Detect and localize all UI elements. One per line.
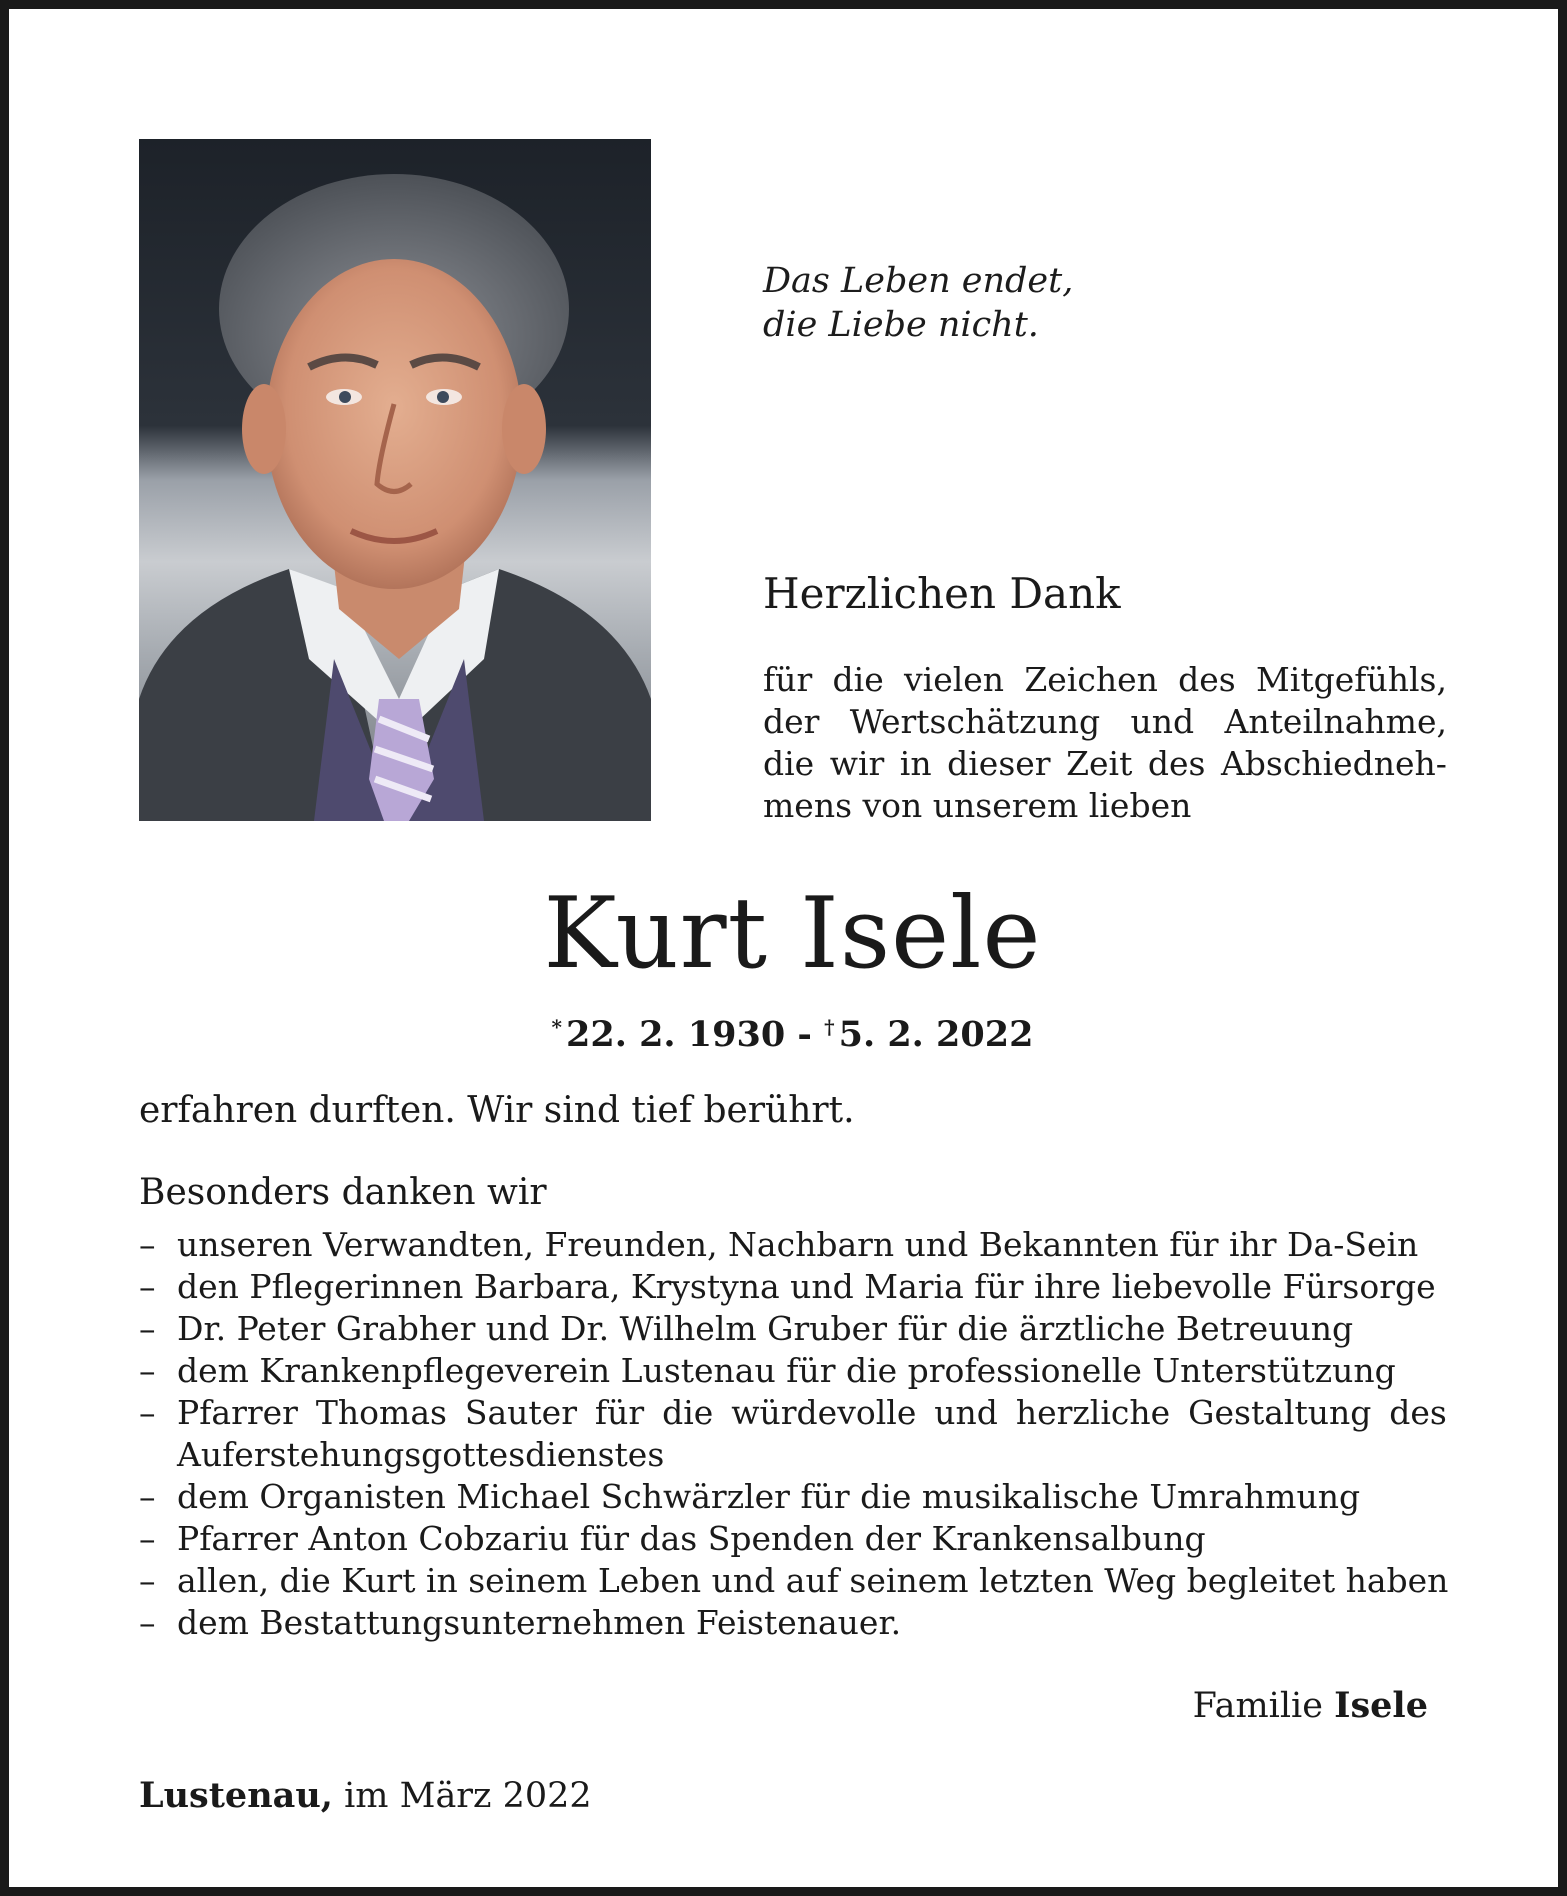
intro-line <box>763 701 1447 743</box>
intro-word: die <box>832 660 884 699</box>
list-word: und <box>934 1393 998 1432</box>
list-item <box>139 1266 1447 1308</box>
intro-word: Wertschätzung <box>849 702 1101 741</box>
list-item-text: – Pfarrer Anton Cobzariu für das Spenden der Krankensalbung <box>177 1519 1206 1558</box>
intro-word: des <box>1147 744 1206 783</box>
list-item-text: – dem Organisten Michael Schwärzler für die musikalische Umrahmung <box>177 1477 1361 1516</box>
quote-line-1: Das Leben endet, <box>763 261 1074 301</box>
intro-word: wir <box>829 744 885 783</box>
intro-word: die <box>763 744 815 783</box>
intro-line <box>763 659 1447 701</box>
intro-paragraph <box>763 659 1447 827</box>
life-dates <box>9 1007 1567 1055</box>
intro-word: der <box>763 702 820 741</box>
intro-word: und <box>1130 702 1195 741</box>
intro-word: dieser <box>947 744 1051 783</box>
place-and-date <box>139 1774 592 1818</box>
date-separator: - <box>797 1014 812 1055</box>
portrait-photo <box>139 139 651 821</box>
portrait-image <box>139 139 651 821</box>
list-word: für <box>594 1393 645 1432</box>
list-word: die <box>662 1393 714 1432</box>
list-item-text: – Dr. Peter Grabher und Dr. Wilhelm Gruber für die ärztliche Betreuung <box>177 1309 1354 1348</box>
intro-word: des <box>1178 660 1236 699</box>
list-item <box>139 1560 1447 1602</box>
list-item-text: – allen, die Kurt in seinem Leben und auf seinem letzten Weg begleitet haben <box>177 1561 1449 1600</box>
list-item-text: – unseren Verwandten, Freunden, Nachbarn und Bekannten für ihr Da-Sein <box>177 1225 1419 1264</box>
list-item <box>139 1350 1447 1392</box>
family-signature <box>1193 1684 1428 1728</box>
list-word: Sauter <box>464 1393 577 1432</box>
list-item <box>139 1518 1447 1560</box>
birth-date: 22. 2. 1930 <box>566 1014 786 1055</box>
deceased-name: Kurt Isele <box>543 877 1042 991</box>
list-item <box>139 1602 1447 1644</box>
closing-sentence: erfahren durften. Wir sind tief berührt. <box>139 1090 855 1131</box>
intro-word: in <box>899 744 932 783</box>
list-item-continuation: Auferstehungsgottesdienstes <box>177 1435 665 1474</box>
list-item-text: – dem Bestattungsunternehmen Feistenauer. <box>177 1603 902 1642</box>
intro-word: Zeit <box>1066 744 1133 783</box>
intro-word: Mitgefühls, <box>1256 660 1447 699</box>
intro-word: mens von unserem lieben <box>763 786 1192 825</box>
death-cross-icon: † <box>824 1015 835 1039</box>
list-word: des <box>1389 1393 1447 1432</box>
family-surname: Isele <box>1334 1685 1428 1726</box>
list-item-text: – den Pflegerinnen Barbara, Krystyna und Maria für ihre liebevolle Fürsorge <box>177 1267 1436 1306</box>
place-name: Lustenau, <box>139 1775 333 1816</box>
death-date: 5. 2. 2022 <box>838 1014 1034 1055</box>
list-word: Gestaltung <box>1188 1393 1372 1432</box>
list-item <box>139 1392 1447 1476</box>
list-item-text: – dem Krankenpflegeverein Lustenau für die professionelle Unterstützung <box>177 1351 1396 1390</box>
quote-line-2: die Liebe nicht. <box>763 305 1039 345</box>
birth-star-icon: * <box>551 1015 562 1039</box>
intro-word: Zeichen <box>1024 660 1158 699</box>
family-prefix: Familie <box>1192 1686 1323 1726</box>
thanks-list <box>139 1224 1447 1644</box>
quote <box>763 259 1073 347</box>
publication-date: im März 2022 <box>344 1776 592 1816</box>
list-word: würdevolle <box>731 1393 917 1432</box>
intro-line <box>763 743 1447 785</box>
intro-word: Abschiedneh- <box>1220 744 1447 783</box>
intro-line <box>763 785 1447 827</box>
list-item <box>139 1476 1447 1518</box>
intro-word: für <box>763 660 813 699</box>
intro-word: vielen <box>904 660 1005 699</box>
list-word: herzliche <box>1015 1393 1171 1432</box>
thanks-title: Herzlichen Dank <box>763 569 1121 618</box>
intro-word: Anteilnahme, <box>1224 702 1447 741</box>
list-item-text <box>177 1392 1447 1434</box>
list-item <box>139 1224 1447 1266</box>
list-word: – Pfarrer <box>177 1393 298 1432</box>
list-word: Thomas <box>315 1393 447 1432</box>
thanks-heading: Besonders danken wir <box>139 1172 547 1213</box>
list-item <box>139 1308 1447 1350</box>
